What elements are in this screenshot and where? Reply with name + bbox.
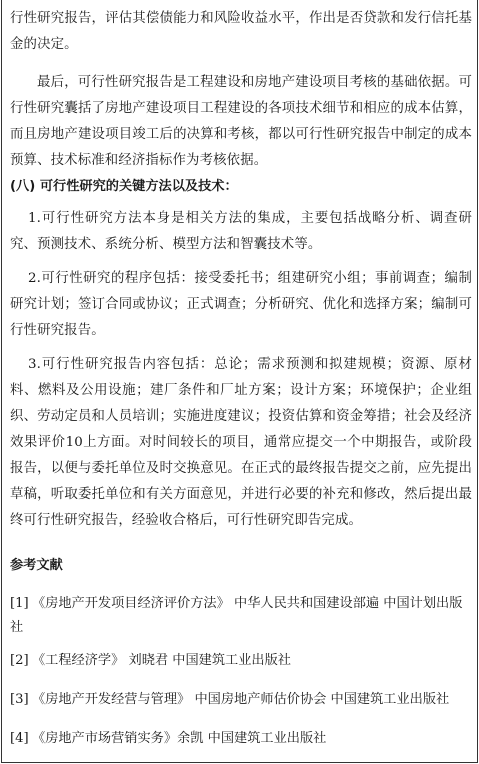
list-item-report-contents: 3.可行性研究报告内容包括：总论；需求预测和拟建规模；资源、原材料、燃料及公用设施；建厂条件和厂址方案；设计方案；环境保护；企业组织、劳动定员和人员培训；实施进度建议；投资估算和资金筹措；社会及经济效果评价10上方面。对时间较长的项目，通常应提交一个中期报告，或阶段报告，以便与委托单位及时交换意见。在正式的最终报告提交之前，应先提出草稿，听取委托单位和有关方面意见，并进行必要的补充和修改，然后提出最终可行性研究报告，经验收合格后，可行性研究即告完成。 xyxy=(10,357,472,528)
reference-item xyxy=(10,688,472,712)
list-item-methods: 1.可行性研究方法本身是相关方法的集成，主要包括战略分析、调查研究、预测技术、系统分析、模型方法和智囊技术等。 xyxy=(10,211,472,252)
reference-text: 《房地产市场营销实务》余凯 中国建筑工业出版社 xyxy=(32,731,327,746)
reference-number: [2] xyxy=(10,653,29,668)
reference-item xyxy=(10,649,472,673)
reference-number: [3] xyxy=(10,692,29,707)
list-item-procedure: 2.可行性研究的程序包括：接受委托书；组建研究小组；事前调查；编制研究计划；签订合同或协议；正式调查；分析研究、优化和选择方案；编制可行性研究报告。 xyxy=(10,271,472,338)
reference-item xyxy=(10,592,472,640)
references-title: 参考文献 xyxy=(10,558,63,573)
reference-item xyxy=(10,727,472,751)
reference-text: 《房地产开发经营与管理》 中国房地产师估价协会 中国建筑工业出版社 xyxy=(32,692,450,707)
paragraph-continuation: 行性研究报告，评估其偿债能力和风险收益水平，作出是否贷款和发行信托基金的决定。 xyxy=(10,11,472,52)
reference-text: 《工程经济学》 刘晓君 中国建筑工业出版社 xyxy=(32,653,291,668)
document-page xyxy=(1,0,478,763)
reference-text: 《房地产开发项目经济评价方法》 中华人民共和国建设部遍 中国计划出版社 xyxy=(10,596,463,635)
reference-number: [4] xyxy=(10,731,29,746)
section-heading: (八) 可行性研究的关键方法以及技术： xyxy=(10,179,238,194)
paragraph-final-basis: 最后，可行性研究报告是工程建设和房地产建设项目考核的基础依据。可行性研究囊括了房地产建设项目工程建设的各项技术细节和相应的成本估算，而且房地产建设项目竣工后的决算和考核，都以可行性研究报告中制定的成本预算、技术标准和经济指标作为考核依据。 xyxy=(10,75,472,168)
reference-number: [1] xyxy=(10,596,29,611)
